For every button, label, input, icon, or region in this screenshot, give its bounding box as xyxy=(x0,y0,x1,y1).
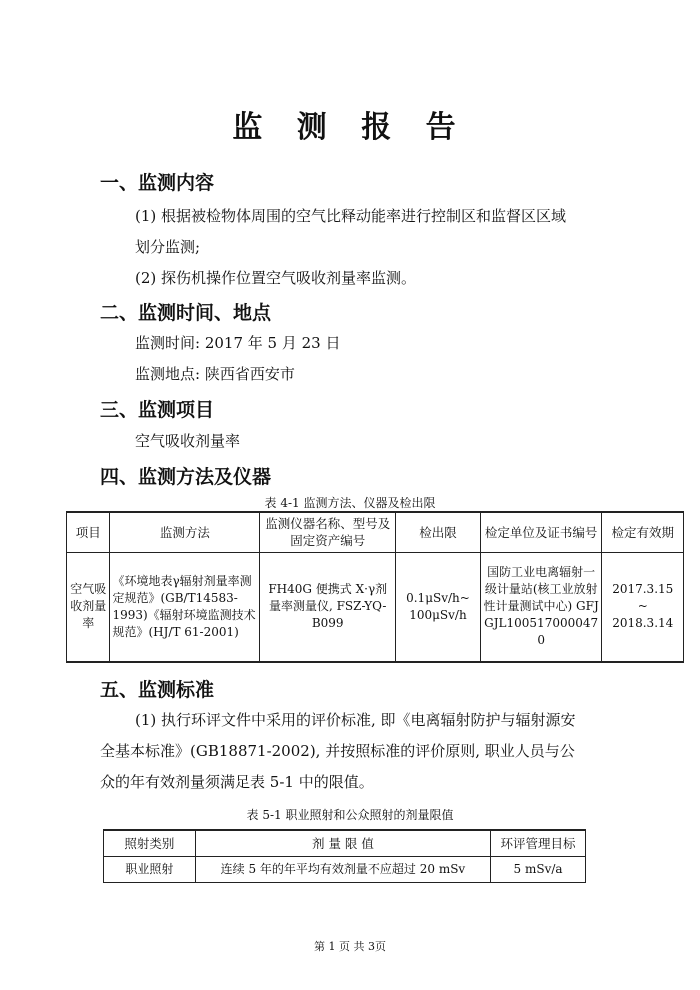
table-header-cell: 环评管理目标 xyxy=(491,830,586,856)
section-5-para-line-3: 众的年有效剂量须满足表 5-1 中的限值。 xyxy=(100,773,374,791)
table-header-cell: 监测仪器名称、型号及固定资产编号 xyxy=(260,512,396,552)
section-3-heading: 三、监测项目 xyxy=(100,399,215,421)
table-row xyxy=(67,552,684,662)
table-header-cell: 剂 量 限 值 xyxy=(195,830,490,856)
table-header-cell: 监测方法 xyxy=(110,512,260,552)
page-footer: 第 1 页 共 3页 xyxy=(314,940,386,953)
table-header-cell: 检定单位及证书编号 xyxy=(480,512,602,552)
table-header-cell: 检定有效期 xyxy=(602,512,684,552)
table-4-1 xyxy=(66,511,684,663)
calibration-unit-cell: 国防工业电离辐射一级计量站(核工业放射性计量测试中心) GFJGJL1005170000470 xyxy=(480,552,602,662)
validity-from: 2017.3.15 xyxy=(612,582,674,597)
detection-limit-cell xyxy=(396,552,481,662)
validity-to: 2018.3.14 xyxy=(612,616,674,631)
method-cell: 《环境地表γ辐射剂量率测定规范》(GB/T14583-1993)《辐射环境监测技术规范》(HJ/T 61-2001) xyxy=(110,552,260,662)
section-2-heading: 二、监测时间、地点 xyxy=(100,302,272,324)
section-1-item-1-line-1: (1) 根据被检物体周围的空气比释动能率进行控制区和监督区区域 xyxy=(135,207,567,225)
section-5-para-line-2: 全基本标准》(GB18871-2002), 并按照标准的评价原则, 职业人员与公 xyxy=(100,742,575,760)
section-1-heading: 一、监测内容 xyxy=(100,172,215,194)
report-title: 监 测 报 告 xyxy=(232,110,468,145)
table-5-1-caption: 表 5-1 职业照射和公众照射的剂量限值 xyxy=(246,808,454,822)
table-row xyxy=(104,856,586,882)
table-5-1-header-row xyxy=(104,830,586,856)
table-header-cell: 检出限 xyxy=(396,512,481,552)
section-1-item-1-line-2: 划分监测; xyxy=(135,238,201,256)
management-target-cell: 5 mSv/a xyxy=(491,856,586,882)
section-1-item-2: (2) 探伤机操作位置空气吸收剂量率监测。 xyxy=(135,269,417,287)
section-5-para-line-1: (1) 执行环评文件中采用的评价标准, 即《电离辐射防护与辐射源安 xyxy=(135,711,576,729)
validity-cell xyxy=(602,552,684,662)
detection-limit-line-2: 100μSv/h xyxy=(409,607,467,622)
section-5-heading: 五、监测标准 xyxy=(100,679,215,701)
instrument-cell: FH40G 便携式 X·γ剂量率测量仪, FSZ-YQ-B099 xyxy=(260,552,396,662)
validity-separator: ~ xyxy=(637,599,648,614)
table-4-1-header-row xyxy=(67,512,684,552)
detection-limit-line-1: 0.1μSv/h~ xyxy=(406,590,470,605)
table-4-1-caption: 表 4-1 监测方法、仪器及检出限 xyxy=(264,496,436,510)
item-cell: 空气吸收剂量率 xyxy=(67,552,110,662)
monitor-place: 监测地点: 陕西省西安市 xyxy=(135,365,295,383)
section-4-heading: 四、监测方法及仪器 xyxy=(100,466,272,488)
table-header-cell: 照射类别 xyxy=(104,830,196,856)
table-5-1 xyxy=(103,829,586,883)
dose-limit-cell: 连续 5 年的年平均有效剂量不应超过 20 mSv xyxy=(195,856,490,882)
monitor-time: 监测时间: 2017 年 5 月 23 日 xyxy=(135,334,341,352)
exposure-category-cell: 职业照射 xyxy=(104,856,196,882)
monitor-item: 空气吸收剂量率 xyxy=(135,432,241,450)
table-header-cell: 项目 xyxy=(67,512,110,552)
